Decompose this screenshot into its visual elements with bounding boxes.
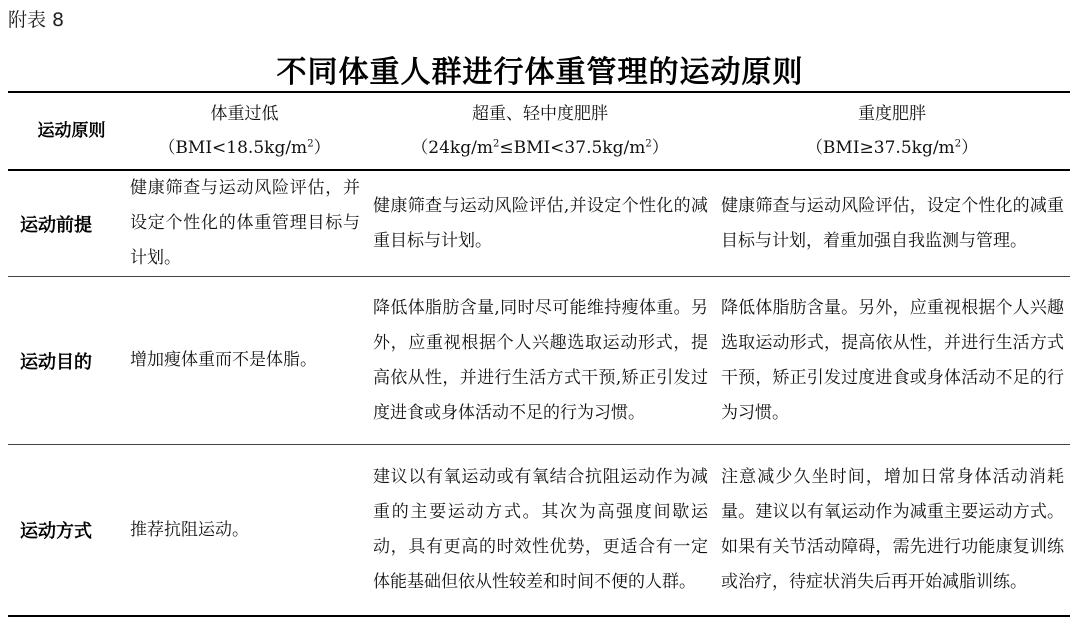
exercise-principles-table: [8, 91, 1070, 617]
table-cell: 降低体脂肪含量,同时尽可能维持瘦体重。另外，应重视根据个人兴趣选取运动形式，提高依从性，并进行生活方式干预,矫正引发过度进食或身体活动不足的行为习惯。: [366, 277, 714, 445]
table-cell: 推荐抗阻运动。: [130, 519, 249, 540]
table-cell: 健康筛查与运动风险评估，并设定个性化的体重管理目标与计划。: [123, 170, 366, 277]
bmi-range: $(24kg/m^2\le BMI<37.5kg/m^2)$: [411, 138, 669, 158]
column-header-severe-obesity: [714, 92, 1070, 170]
header-row-label: 运动原则: [8, 92, 123, 170]
table-row: [8, 277, 1070, 445]
row-label: 运动目的: [8, 277, 123, 445]
bmi-range: $(BMI<18.5kg/m^2)$: [158, 138, 331, 158]
appendix-label: 附表 8: [8, 9, 65, 31]
bmi-range: $(BMI\ge 37.5kg/m^2)$: [805, 138, 979, 158]
column-name: 体重过低: [210, 104, 279, 124]
column-header-underweight: [123, 92, 366, 170]
table-cell: 健康筛查与运动风险评估,并设定个性化的减重目标与计划。: [366, 170, 714, 277]
table-cell: 健康筛查与运动风险评估，设定个性化的减重目标与计划，着重加强自我监测与管理。: [714, 170, 1070, 277]
table-cell: 注意减少久坐时间，增加日常身体活动消耗量。建议以有氧运动作为减重主要运动方式。如果有关节活动障碍，需先进行功能康复训练或治疗，待症状消失后再开始减脂训练。: [721, 467, 1064, 592]
table-cell: 降低体脂肪含量。另外，应重视根据个人兴趣选取运动形式，提高依从性，并进行生活方式干预，矫正引发过度进食或身体活动不足的行为习惯。: [714, 277, 1070, 445]
table-title: 不同体重人群进行体重管理的运动原则: [276, 55, 804, 90]
table-cell: 建议以有氧运动或有氧结合抗阻运动作为减重的主要运动方式。其次为高强度间歇运动，具有更高的时效性优势，更适合有一定体能基础但依从性较差和时间不便的人群。: [373, 467, 708, 592]
header-row: [8, 92, 1070, 170]
table-row: [8, 170, 1070, 277]
table-row: [8, 445, 1070, 617]
table-cell: 增加瘦体重而不是体脂。: [123, 277, 366, 445]
column-header-overweight: [366, 92, 714, 170]
row-label: 运动方式: [20, 521, 92, 542]
column-name: 超重、轻中度肥胖: [472, 104, 608, 124]
column-name: 重度肥胖: [858, 104, 926, 124]
row-label: 运动前提: [8, 170, 123, 277]
